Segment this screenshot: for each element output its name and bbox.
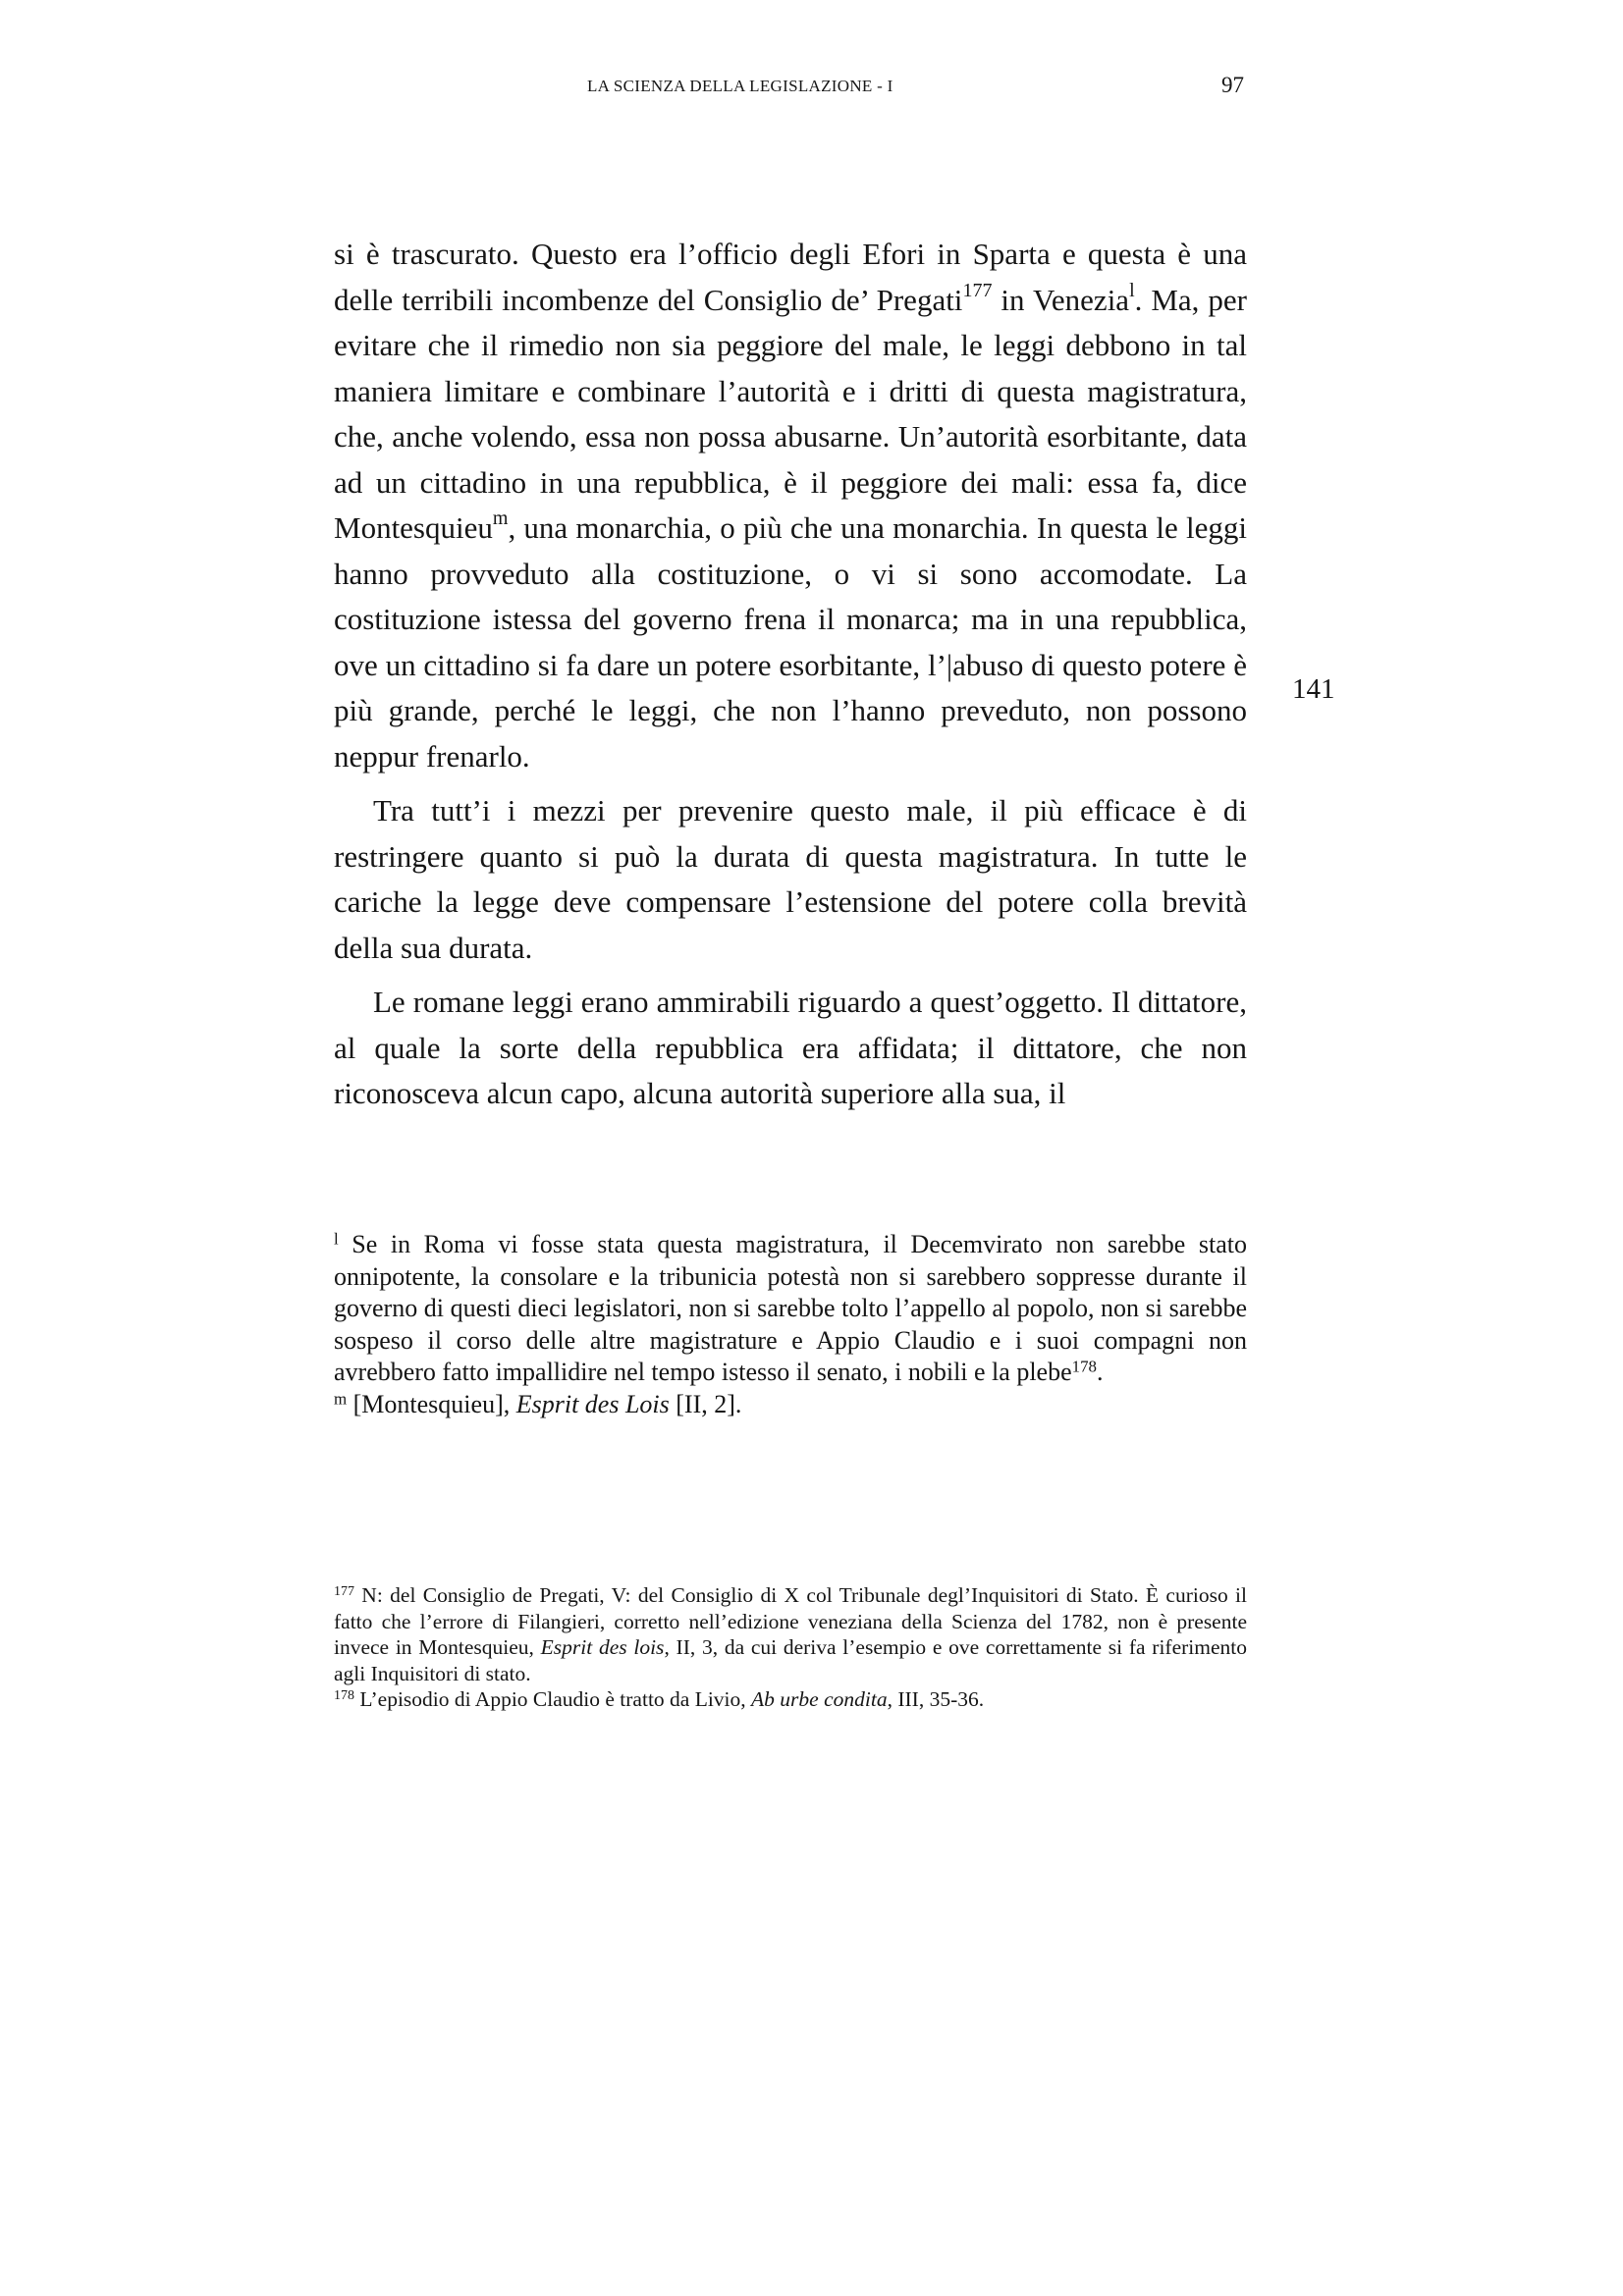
paragraph-1-text-d: , una monarchia, o più che una monarchia. In questa le leggi hanno provveduto alla costituzione, o vi si sono accomodate. La costituzione istessa del governo frena il monarca; ma in una repubblica, ove un cittadino si fa dare un potere esorbitante, l’|abuso di questo potere è più grande, perché le leggi, che non l’hanno preveduto, non possono neppur frenarlo. [334,510,1247,774]
editor-note-178-text-b: , III, 35-36. [887,1687,985,1711]
footnote-m-title: Esprit des Lois [515,1389,670,1418]
paragraph-3: Le romane leggi erano ammirabili riguardo a quest’oggetto. Il dittatore, al quale la sorte della repubblica era affidata; il dittatore, che non riconosceva alcun capo, alcuna autorità superiore alla sua, il [334,985,1247,1110]
footnote-ref-178: 178 [1071,1357,1097,1376]
editor-note-178-mark: 178 [334,1688,354,1704]
page-number: 97 [1221,73,1244,97]
editor-footnotes [334,1582,1247,1713]
editor-note-178-title: Ab urbe condita [751,1687,888,1711]
paragraph-2: Tra tutt’i i mezzi per prevenire questo male, il più efficace è di restringere quanto si può la durata di questa magistratura. In tutte le cariche la legge deve compensare l’estensione del potere colla brevità della sua durata. [334,793,1247,965]
main-text [334,232,1247,1126]
footnote-m-mark: m [334,1389,348,1409]
editor-note-178 [334,1686,1247,1713]
footnote-ref-m: m [492,507,509,529]
editor-note-177-text-b: , II, 3, da cui deriva l’esempio e ove correttamente si fa riferimento agli Inquisitori di stato. [334,1635,1247,1685]
footnote-m-text: [Montesquieu], [347,1389,516,1418]
editor-note-177-title: Esprit des lois [540,1635,665,1659]
editor-note-177 [334,1582,1247,1686]
footnote-l-text: Se in Roma vi fosse stata questa magistratura, il Decemvirato non sarebbe stato onnipotente, la consolare e la tribunicia potestà non si sarebbero soppresse durante il governo di questi dieci legislatori, non si sarebbe tolto l’appello al popolo, non si sarebbe sospeso il corso delle altre magistrature e Appio Claudio e i suoi compagni non avrebbero fatto impallidire nel tempo istesso il senato, i nobili e la plebe [334,1230,1247,1386]
paragraph-1 [334,232,1247,779]
paragraph-1-text-a: si è trascurato. Questo era l’officio degli Efori in Sparta e questa è una delle terribili incombenze del Consiglio de’ Pregati [334,237,1247,317]
footnote-ref-l: l [1129,279,1135,301]
footnote-m-end: [II, 2]. [669,1389,742,1418]
editor-note-177-text-a: N: del Consiglio de Pregati, V: del Consiglio di X col Tribunale degl’Inquisitori di Stato. È curioso il fatto che l’errore di Filangieri, corretto nell’edizione veneziana della Scienza del 1782, non è presente invece in Montesquieu, [334,1583,1247,1659]
editor-note-177-mark: 177 [334,1584,354,1600]
paragraph-1-text-c: . Ma, per evitare che il rimedio non sia peggiore del male, le leggi debbono in tal maniera limitare e combinare l’autorità e i dritti di questa magistratura, che, anche volendo, essa non possa abusarne. Un’autorità esorbitante, data ad un cittadino in una repubblica, è il peggiore dei mali: essa fa, dice Montesquieu [334,282,1247,545]
footnote-l-end: . [1096,1358,1104,1386]
footnote-l-mark: l [334,1229,339,1249]
running-title: LA SCIENZA DELLA LEGISLAZIONE - I [587,77,893,95]
paragraph-1-text-b: in Venezia [992,282,1130,317]
margin-page-reference: 141 [1292,673,1335,705]
footnote-ref-177: 177 [962,279,993,301]
footnote-m [334,1389,1247,1421]
author-footnotes [334,1229,1247,1420]
editor-note-178-text-a: L’episodio di Appio Claudio è tratto da Livio, [353,1687,752,1711]
footnote-l [334,1229,1247,1389]
